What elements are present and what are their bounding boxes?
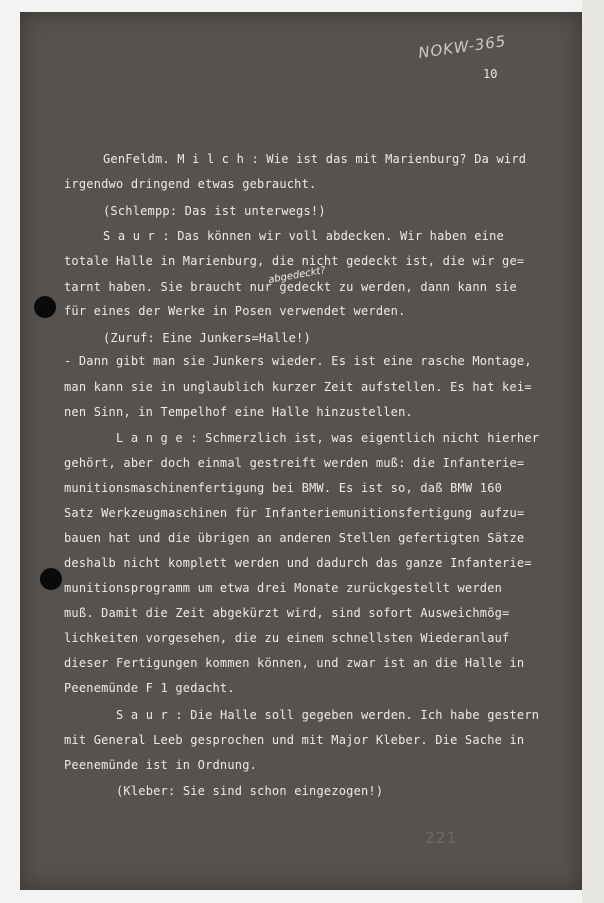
text-line: für eines der Werke in Posen verwendet werden. <box>64 304 406 318</box>
text-line: bauen hat und die übrigen an anderen Stellen gefertigten Sätze <box>64 531 525 545</box>
text-line: S a u r : Das können wir voll abdecken. Wir haben eine <box>103 229 504 243</box>
text-line: (Zuruf: Eine Junkers=Halle!) <box>103 331 311 345</box>
text-line: lichkeiten vorgesehen, die zu einem schnellsten Wiederanlauf <box>64 631 510 645</box>
text-line: irgendwo dringend etwas gebraucht. <box>64 177 317 191</box>
text-line: Satz Werkzeugmaschinen für Infanteriemunitionsfertigung aufzu= <box>64 506 525 520</box>
text-line: (Kleber: Sie sind schon eingezogen!) <box>116 784 384 798</box>
text-line: dieser Fertigungen kommen können, und zwar ist an die Halle in <box>64 656 525 670</box>
text-line: mit General Leeb gesprochen und mit Major Kleber. Die Sache in <box>64 733 525 747</box>
text-line: L a n g e : Schmerzlich ist, was eigentlich nicht hierher <box>116 431 540 445</box>
text-line: muß. Damit die Zeit abgekürzt wird, sind sofort Ausweichmög= <box>64 606 510 620</box>
text-line: - Dann gibt man sie Junkers wieder. Es ist eine rasche Montage, <box>64 354 532 368</box>
text-line: S a u r : Die Halle soll gegeben werden. Ich habe gestern <box>116 708 540 722</box>
text-line: man kann sie in unglaublich kurzer Zeit aufstellen. Es hat kei= <box>64 380 532 394</box>
text-line: tarnt haben. Sie braucht nur gedeckt zu werden, dann kann sie <box>64 280 517 294</box>
text-line: totale Halle in Marienburg, die nicht gedeckt ist, die wir ge= <box>64 254 525 268</box>
text-line: deshalb nicht komplett werden und dadurch das ganze Infanterie= <box>64 556 532 570</box>
punch-hole-lower <box>40 568 62 590</box>
handwritten-reference-note: NOKW-365 <box>417 31 508 63</box>
text-line: nen Sinn, in Tempelhof eine Halle hinzustellen. <box>64 405 413 419</box>
page-number: 10 <box>483 67 498 81</box>
text-line: (Schlempp: Das ist unterwegs!) <box>103 204 326 218</box>
text-line: munitionsmaschinenfertigung bei BMW. Es ist so, daß BMW 160 <box>64 481 503 495</box>
page-edge <box>582 0 604 903</box>
text-line: Peenemünde ist in Ordnung. <box>64 758 258 772</box>
punch-hole-upper <box>34 296 56 318</box>
text-line: Peenemünde F 1 gedacht. <box>64 681 235 695</box>
text-line: munitionsprogramm um etwa drei Monate zurückgestellt werden <box>64 581 503 595</box>
text-line: gehört, aber doch einmal gestreift werden muß: die Infanterie= <box>64 456 525 470</box>
handwritten-correction: abgedeckt? <box>267 265 327 286</box>
archive-stamp-number: 221 <box>425 828 457 847</box>
text-line: GenFeldm. M i l c h : Wie ist das mit Marienburg? Da wird <box>103 152 527 166</box>
